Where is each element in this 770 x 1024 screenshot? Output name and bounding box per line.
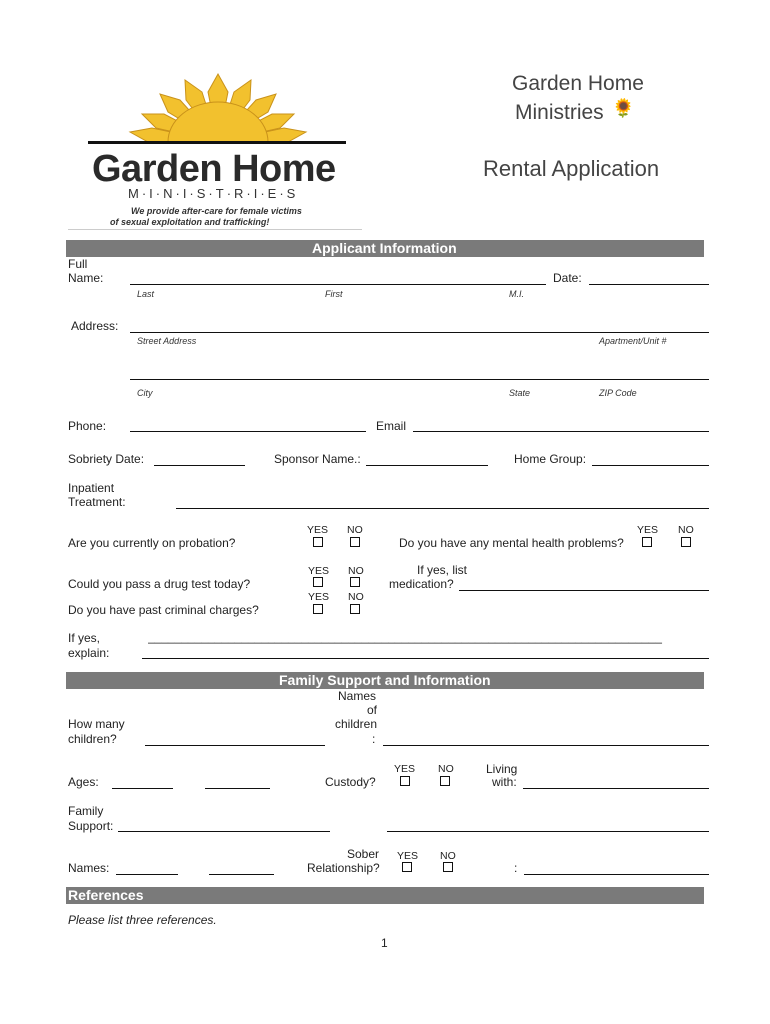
ages-field-1[interactable] [112, 788, 173, 789]
living-with-field[interactable] [523, 788, 709, 789]
probation-no-label: NO [347, 524, 363, 536]
family-support-field-2[interactable] [387, 831, 709, 832]
inpatient-label-1: Inpatient [68, 481, 115, 495]
living-label-1: Living [486, 762, 518, 776]
custody-no-checkbox[interactable] [440, 776, 450, 786]
section-title-applicant: Applicant Information [312, 240, 457, 256]
criminal-yes-checkbox[interactable] [313, 604, 323, 614]
probation-no-checkbox[interactable] [350, 537, 360, 547]
drug-test-yes-checkbox[interactable] [313, 577, 323, 587]
sobriety-date-field[interactable] [154, 465, 245, 466]
medication-field[interactable] [459, 590, 709, 591]
medication-label-2: medication? [389, 577, 454, 591]
full-label: Full [68, 257, 88, 271]
city-caption: City [137, 388, 153, 398]
custody-yes-checkbox[interactable] [400, 776, 410, 786]
criminal-question: Do you have past criminal charges? [68, 603, 259, 617]
section-bar-family [66, 672, 704, 689]
email-field[interactable] [413, 431, 709, 432]
org-name-line-1: Garden Home [512, 72, 644, 95]
names-label: Names: [68, 861, 110, 875]
sober-colon: : [514, 861, 518, 875]
sober-relationship-field[interactable] [524, 874, 709, 875]
drug-test-no-label: NO [348, 565, 364, 577]
drug-test-question: Could you pass a drug test today? [68, 577, 251, 591]
ages-field-2[interactable] [205, 788, 270, 789]
custody-no-label: NO [438, 763, 454, 775]
sponsor-name-label: Sponsor Name.: [274, 452, 361, 466]
inpatient-treatment-field[interactable] [176, 508, 709, 509]
names-of-children-field[interactable] [383, 745, 709, 746]
criminal-no-label: NO [348, 591, 364, 603]
mental-no-label: NO [678, 524, 694, 536]
drug-test-yes-label: YES [308, 565, 330, 577]
names-field-1[interactable] [116, 874, 178, 875]
explain-label: explain: [68, 646, 110, 660]
names-of-children-label-4: : [372, 732, 376, 746]
how-many-label-1: How many [68, 717, 125, 731]
names-of-children-label-2: of [367, 703, 378, 717]
sponsor-name-field[interactable] [366, 465, 488, 466]
mental-no-checkbox[interactable] [681, 537, 691, 547]
sober-yes-label: YES [397, 850, 419, 862]
name-label: Name: [68, 271, 104, 285]
sober-no-checkbox[interactable] [443, 862, 453, 872]
probation-question: Are you currently on probation? [68, 536, 236, 550]
criminal-yes-label: YES [308, 591, 330, 603]
logo-divider [68, 229, 362, 230]
how-many-label-2: children? [68, 732, 117, 746]
apt-caption: Apartment/Unit # [599, 336, 667, 346]
section-title-family: Family Support and Information [279, 672, 491, 688]
page-number: 1 [381, 936, 388, 950]
logo-subtitle: M·I·N·I·S·T·R·I·E·S [128, 186, 299, 201]
mental-yes-checkbox[interactable] [642, 537, 652, 547]
section-bar-applicant [66, 240, 704, 257]
org-name-line-2: Ministries [515, 101, 604, 124]
date-field[interactable] [589, 284, 709, 285]
criminal-no-checkbox[interactable] [350, 604, 360, 614]
zip-caption: ZIP Code [599, 388, 637, 398]
phone-field[interactable] [130, 431, 366, 432]
sober-relationship-label: Relationship? [307, 861, 380, 875]
probation-yes-label: YES [307, 524, 329, 536]
sober-label: Sober [347, 847, 380, 861]
how-many-children-field[interactable] [145, 745, 325, 746]
email-label: Email [376, 419, 407, 433]
date-label: Date: [553, 271, 582, 285]
mental-health-question: Do you have any mental health problems? [399, 536, 624, 550]
last-caption: Last [137, 289, 155, 299]
logo-name: Garden Home [92, 148, 336, 190]
mi-caption: M.I. [509, 289, 524, 299]
inpatient-label-2: Treatment: [68, 495, 126, 509]
state-caption: State [509, 388, 531, 398]
logo-tagline-1: We provide after-care for female victims [131, 206, 302, 216]
sober-no-label: NO [440, 850, 456, 862]
sunflower-icon: 🌻 [612, 98, 635, 118]
street-caption: Street Address [137, 336, 197, 346]
custody-yes-label: YES [394, 763, 416, 775]
section-title-references: References [68, 887, 144, 903]
family-support-label-1: Family [68, 804, 104, 818]
probation-yes-checkbox[interactable] [313, 537, 323, 547]
mental-yes-label: YES [637, 524, 659, 536]
names-of-children-label-3: children [335, 717, 378, 731]
logo [68, 72, 368, 232]
explain-field[interactable] [142, 658, 709, 659]
custody-label: Custody? [325, 775, 376, 789]
city-state-zip-field[interactable] [130, 379, 709, 380]
family-support-label-2: Support: [68, 819, 114, 833]
sobriety-date-label: Sobriety Date: [68, 452, 145, 466]
name-field[interactable] [130, 284, 546, 285]
street-address-field[interactable] [130, 332, 709, 333]
if-yes-label: If yes, [68, 631, 101, 645]
page-title: Rental Application [483, 156, 660, 181]
first-caption: First [325, 289, 343, 299]
phone-label: Phone: [68, 419, 107, 433]
logo-tagline-2: of sexual exploitation and trafficking! [110, 217, 270, 227]
sober-yes-checkbox[interactable] [402, 862, 412, 872]
living-label-2: with: [492, 775, 517, 789]
names-of-children-label-1: Names [338, 689, 377, 703]
drug-test-no-checkbox[interactable] [350, 577, 360, 587]
references-instruction: Please list three references. [68, 913, 217, 927]
family-support-field-1[interactable] [118, 831, 330, 832]
medication-label-1: If yes, list [417, 563, 468, 577]
explain-underscore-field[interactable]: _____________________________________________________________________________ [148, 630, 662, 644]
home-group-field[interactable] [592, 465, 709, 466]
home-group-label: Home Group: [514, 452, 587, 466]
section-bar-references [66, 887, 704, 904]
address-label: Address: [71, 319, 119, 333]
names-field-2[interactable] [209, 874, 274, 875]
ages-label: Ages: [68, 775, 99, 789]
